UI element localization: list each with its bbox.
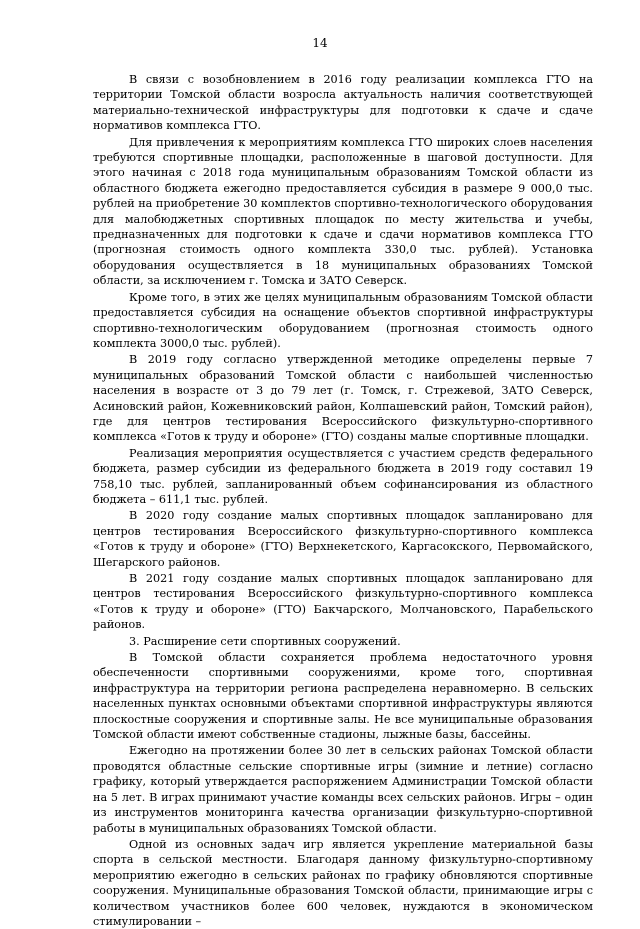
paragraph: В 2021 году создание малых спортивных площадок запланировано для центров тестирования Всероссийского физкультурно-спортивного комплекса «Готов к труду и обороне» (ГТО) Бакчарского, Молчановского, Парабельского районов. [93, 572, 593, 632]
paragraph: В 2020 году создание малых спортивных площадок запланировано для центров тестирования Всероссийского физкультурно-спортивного комплекса «Готов к труду и обороне» (ГТО) Верхнекетского, Каргасокского, Первомайского, Шегарского районов. [93, 509, 593, 569]
paragraph: В связи с возобновлением в 2016 году реализации комплекса ГТО на территории Томской области возросла актуальность наличия соответствующей материально-технической инфраструктуры для подготовки к сдаче и сдаче нормативов комплекса ГТО. [93, 73, 593, 133]
section-heading: 3. Расширение сети спортивных сооружений. [129, 634, 401, 648]
paragraph: Кроме того, в этих же целях муниципальным образованиям Томской области предоставляется субсидия на оснащение объектов спортивной инфраструктуры спортивно-технологическим оборудованием (прогнозная стоимость одного комплекта 3000,0 тыс. рублей). [93, 290, 593, 350]
paragraph: Реализация мероприятия осуществляется с участием средств федерального бюджета, размер субсидии из федерального бюджета в 2019 году составил 19 758,10 тыс. рублей, запланированный объем софинансирования из областного бюджета – 611,1 тыс. рублей. [93, 446, 593, 506]
paragraph: В 2019 году согласно утвержденной методике определены первые 7 муниципальных образований Томской области с наибольшей численностью населения в возрасте от 3 до 79 лет (г. Томск, г. Стрежевой, ЗАТО Северск, Асиновский район, Кожевниковский район, Колпашевский район, Томский район), где для центров тестирования Всероссийского физкультурно-спортивного комплекса «Готов к труду и обороне» (ГТО) созданы малые спортивные площадки. [93, 353, 593, 444]
paragraph: В Томской области сохраняется проблема недостаточного уровня обеспеченности спортивными сооружениями, кроме того, спортивная инфраструктура на территории региона распределена неравномерно. В сельских населенных пунктах основными объектами спортивной инфраструктуры являются плоскостные сооружения и спортивные залы. Не все муниципальные образования Томской области имеют собственные стадионы, лыжные базы, бассейны. [93, 651, 593, 742]
page-number: 14 [312, 36, 328, 50]
paragraph: Одной из основных задач игр является укрепление материальной базы спорта в сельской местности. Благодаря данному физкультурно-спортивному мероприятию ежегодно в сельских районах по графику обновляются спортивные сооружения. Муниципальные образования Томской области, принимающие игры с количеством участников более 600 человек, нуждаются в экономическом стимулировании – [93, 837, 593, 928]
document-body [93, 72, 593, 929]
paragraph: Ежегодно на протяжении более 30 лет в сельских районах Томской области проводятся областные сельские спортивные игры (зимние и летние) согласно графику, который утверждается распоряжением Администрации Томской области на 5 лет. В играх принимают участие команды всех сельских районов. Игры – один из инструментов мониторинга качества организации физкультурно-спортивной работы в муниципальных образованиях Томской области. [93, 744, 593, 835]
paragraph: Для привлечения к мероприятиям комплекса ГТО широких слоев населения требуются спортивные площадки, расположенные в шаговой доступности. Для этого начиная с 2018 года муниципальным образованиям Томской области из областного бюджета ежегодно предоставляется субсидия в размере 9 000,0 тыс. рублей на приобретение 30 комплектов спортивно-технологического оборудования для малобюджетных спортивных площадок по месту жительства и учебы, предназначенных для подготовки к сдаче и сдачи нормативов комплекса ГТО (прогнозная стоимость одного комплекта 330,0 тыс. рублей). Установка оборудования осуществляется в 18 муниципальных образованиях Томской области, за исключением г. Томска и ЗАТО Северск. [93, 135, 593, 288]
